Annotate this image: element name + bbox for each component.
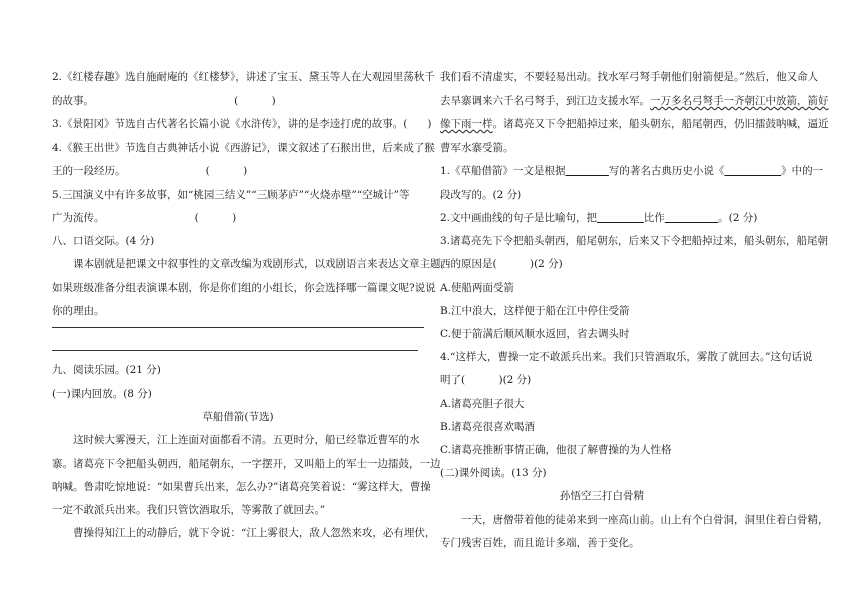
question-1-text-a: 1.《草船借箭》一文是根据 — [440, 165, 566, 177]
question-2-text-c: 。(2 分) — [718, 212, 758, 224]
question-3-option-b[interactable]: B.江中浪大，这样便于船在江中停住受箭 — [440, 305, 630, 317]
question-3-option-a[interactable]: A.使船两面受箭 — [440, 282, 514, 294]
question-1-line1 — [440, 164, 823, 178]
answer-line-1[interactable] — [52, 327, 424, 328]
passage-cont-line3-text: 。诸葛亮又下令把船掉过来，船头朝东，船尾朝西，仍旧擂鼓呐喊，逼近 — [492, 118, 829, 130]
question-3-line2: 西的原因是( )(2 分) — [440, 258, 563, 270]
question-3-line1: 3.诸葛亮先下令把船头朝西，船尾朝东，后来又下令把船掉过来，船头朝东，船尾朝 — [440, 235, 829, 247]
q5-line1: 5.三国演义中有许多故事，如“桃园三结义”“三顾茅庐”“火烧赤壁”“空城计”等 — [52, 189, 410, 201]
question-4-option-b[interactable]: B.诸葛亮很喜欢喝酒 — [440, 421, 536, 433]
question-2-blank-1[interactable] — [597, 212, 644, 224]
wavy-underlined-sentence-part2: 像下雨一样 — [440, 118, 493, 130]
passage-cont-line2-text: 去旱寨调来六千名弓弩手，到江边支援水军。 — [440, 95, 650, 107]
section-8-heading: 八、口语交际。(4 分) — [52, 235, 155, 247]
question-2-text-b: 比作 — [643, 212, 665, 224]
section-8-para-line2: 如果班级准备分组表演课本剧，你是你们组的小组长，你会选择哪一篇课文呢?说说 — [52, 282, 436, 294]
question-1-line2: 段改写的。(2 分) — [440, 189, 522, 201]
subsection-2-heading: (二)课外阅读。(13 分) — [440, 467, 547, 479]
q2-line1: 2.《红楼春趣》选自施耐庵的《红楼梦》，讲述了宝玉、黛玉等人在大观园里荡秋千 — [52, 71, 435, 83]
story-line1: 一天，唐僧带着他的徒弟来到一座高山前。山上有个白骨洞，洞里住着白骨精， — [461, 514, 829, 526]
passage-line5: 曹操得知江上的动静后，就下令说：“江上雾很大，敌人忽然来攻，必有埋伏， — [73, 527, 436, 539]
question-4-line2: 明了( )(2 分) — [440, 374, 532, 386]
question-2-blank-2[interactable] — [665, 212, 718, 224]
answer-line-2[interactable] — [52, 350, 418, 351]
passage-line1: 这时候大雾漫天，江上连面对面都看不清。五更时分，船已经靠近曹军的水 — [73, 434, 420, 446]
section-8-para-line1: 课本剧就是把课文中叙事性的文章改编为戏剧形式，以戏剧语言来表达文章主题。 — [73, 258, 451, 270]
wavy-underlined-sentence-part1: 一万多名弓弩手一齐朝江中放箭，箭好 — [650, 95, 829, 107]
question-1-text-c: 》中的一 — [781, 165, 824, 177]
q2-line2: 的故事。 ( ) — [52, 95, 276, 107]
question-4-option-c[interactable]: C.诸葛亮推断事情正确，他很了解曹操的为人性格 — [440, 444, 672, 456]
passage-line4: 一定不敢派兵出来。我们只管饮酒取乐，等雾散了就回去。” — [52, 504, 326, 516]
section-8-para-line3: 你的理由。 — [52, 305, 105, 317]
question-1-blank-2[interactable] — [724, 165, 781, 177]
passage-cont-line3 — [440, 117, 829, 131]
question-4-line1: 4.“这样大，曹操一定不敢派兵出来。我们只管酒取乐，雾散了就回去。”这句话说 — [440, 351, 813, 363]
q4-line1: 4.《猴王出世》节选自古典神话小说《西游记》，课文叙述了石猴出世，后来成了猴 — [52, 142, 435, 154]
story-title: 孙悟空三打白骨精 — [560, 490, 644, 502]
story-line2: 专门残害百姓，而且诡计多端，善于变化。 — [440, 537, 640, 549]
question-1-text-b: 写的著名古典历史小说《 — [608, 165, 725, 177]
question-4-option-a[interactable]: A.诸葛亮胆子很大 — [440, 398, 525, 410]
q4-line2: 王的一段经历。 ( ) — [52, 165, 248, 177]
passage-cont-line4: 曹军水寨受箭。 — [440, 142, 514, 154]
question-3-option-c[interactable]: C.便于箭满后顺风顺水返回，省去调头时 — [440, 328, 630, 340]
question-2 — [440, 211, 757, 225]
passage-cont-line1: 我们看不清虚实，不要轻易出动。找水军弓弩手朝他们射箭便是。”然后，他又命人 — [440, 71, 819, 83]
passage-line2: 寨。诸葛亮下令把船头朝西，船尾朝东，一字摆开，又叫船上的军士一边擂鼓，一边 — [52, 458, 441, 470]
subsection-1-heading: (一)课内回放。(8 分) — [52, 388, 152, 400]
passage-cont-line2 — [440, 94, 829, 108]
q3: 3.《景阳冈》节选自古代著名长篇小说《水浒传》，讲的是李逵打虎的故事。( ) — [52, 118, 432, 130]
question-1-blank-1[interactable] — [566, 165, 609, 177]
passage-title: 草船借箭(节选) — [202, 411, 274, 423]
passage-line3: 呐喊。鲁肃吃惊地说：“如果曹兵出来，怎么办?”诸葛亮笑着说：“雾这样大，曹操 — [52, 481, 431, 493]
section-9-heading: 九、阅读乐园。(21 分) — [52, 364, 161, 376]
q5-line2: 广为流传。 ( ) — [52, 212, 237, 224]
question-2-text-a: 2.文中画曲线的句子是比喻句，把 — [440, 212, 598, 224]
